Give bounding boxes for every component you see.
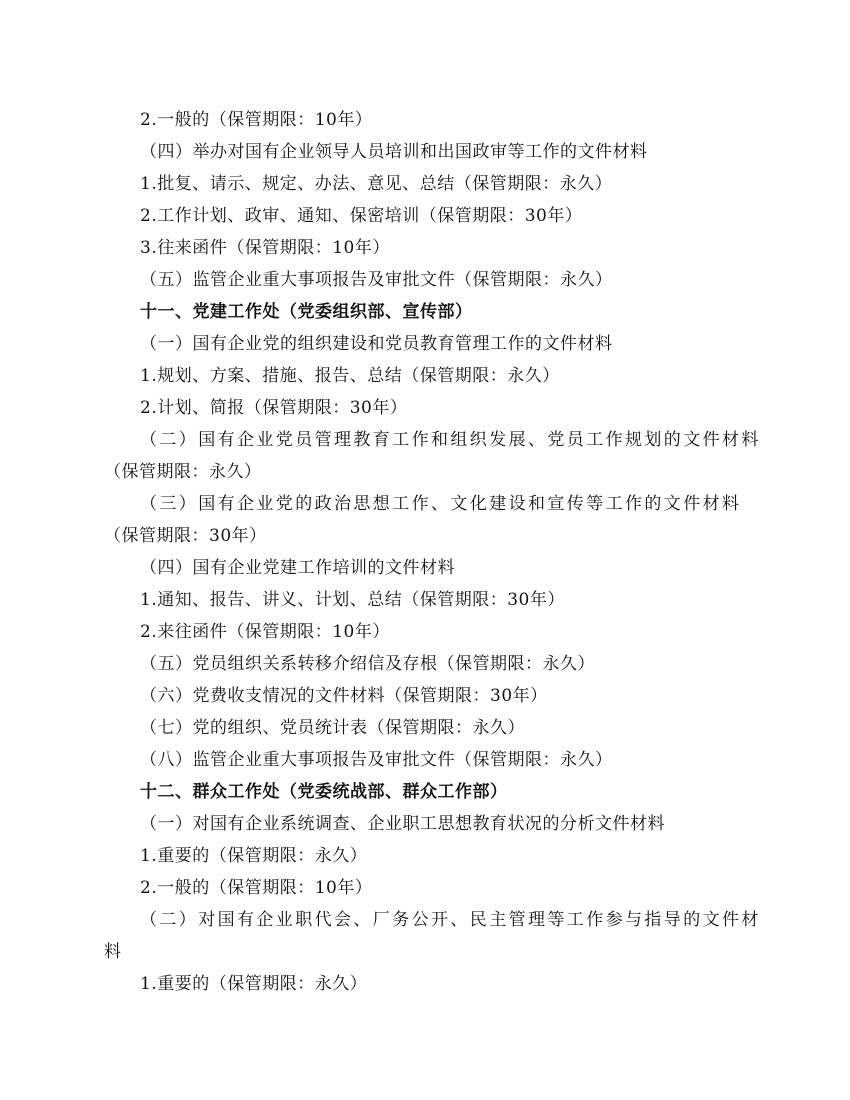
subsection-party-training: （四）国有企业党建工作培训的文件材料 [140,558,455,578]
item-bulletins-30-years: 2.计划、简报（保管期限：30年） [140,398,408,418]
item-approvals-permanent: 1.批复、请示、规定、办法、意见、总结（保管期限：永久） [140,174,613,194]
subsection-workers-congress: （二）对国有企业职代会、厂务公开、民主管理等工作参与指导的文件材 [140,910,761,930]
subsection-dues: （六）党费收支情况的文件材料（保管期限：30年） [140,686,548,706]
item-notices-30-years: 1.通知、报告、讲义、计划、总结（保管期限：30年） [140,590,565,610]
subsection-major-reports: （五）监管企业重大事项报告及审批文件（保管期限：永久） [140,270,613,290]
item-work-plans-30-years: 2.工作计划、政审、通知、保密培训（保管期限：30年） [140,206,583,226]
subsection-survey-analysis: （一）对国有企业系统调查、企业职工思想教育状况的分析文件材料 [140,814,665,834]
continuation-permanent: （保管期限：永久） [104,462,262,482]
subsection-party-organization: （一）国有企业党的组织建设和党员教育管理工作的文件材料 [140,334,613,354]
item-general-10-years-2: 2.一般的（保管期限：10年） [140,878,373,898]
subsection-relation-transfer: （五）党员组织关系转移介绍信及存根（保管期限：永久） [140,654,595,674]
item-plans-permanent: 1.规划、方案、措施、报告、总结（保管期限：永久） [140,366,560,386]
section-heading-eleven: 十一、党建工作处（党委组织部、宣传部） [140,302,473,322]
subsection-statistics: （七）党的组织、党员统计表（保管期限：永久） [140,718,525,738]
subsection-political-work: （三）国有企业党的政治思想工作、文化建设和宣传等工作的文件材料 [140,494,742,514]
item-correspondence-10-years: 3.往来函件（保管期限：10年） [140,238,390,258]
item-letters-10-years: 2.来往函件（保管期限：10年） [140,622,390,642]
subsection-member-management: （二）国有企业党员管理教育工作和组织发展、党员工作规划的文件材料 [140,430,761,450]
section-heading-twelve: 十二、群众工作处（党委统战部、群众工作部） [140,782,508,802]
continuation-materials: 料 [104,942,122,962]
item-important-permanent-2: 1.重要的（保管期限：永久） [140,974,368,994]
continuation-30-years: （保管期限：30年） [104,526,267,546]
item-important-permanent: 1.重要的（保管期限：永久） [140,846,368,866]
item-general-10-years: 2.一般的（保管期限：10年） [140,110,373,130]
subsection-major-reports-2: （八）监管企业重大事项报告及审批文件（保管期限：永久） [140,750,613,770]
subsection-leader-training: （四）举办对国有企业领导人员培训和出国政审等工作的文件材料 [140,142,648,162]
